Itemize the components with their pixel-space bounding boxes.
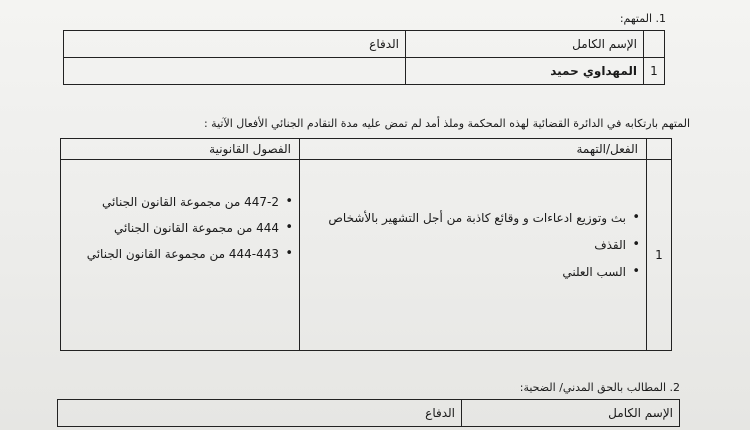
header-charge: الفعل/التهمة bbox=[300, 139, 647, 160]
list-item: • السب العلني bbox=[306, 260, 640, 284]
legal-articles-cell bbox=[61, 160, 300, 351]
list-item: • بث وتوزيع ادعاءات و وقائع كاذبة من أجل التشهير بالأشخاص bbox=[306, 206, 640, 230]
row-number: 1 bbox=[644, 58, 665, 85]
charges-cell bbox=[300, 160, 647, 351]
accused-name: المهداوي حميد bbox=[406, 58, 644, 85]
header-legal-articles: الفصول القانونية bbox=[61, 139, 300, 160]
charges-table bbox=[60, 138, 672, 351]
list-item: • 447-2 من مجموعة القانون الجنائي bbox=[67, 190, 293, 214]
accused-defense bbox=[64, 58, 406, 85]
list-item: • القذف bbox=[306, 233, 640, 257]
row-number: 1 bbox=[647, 160, 672, 351]
accused-table bbox=[63, 30, 665, 85]
legal-articles-list bbox=[67, 160, 293, 266]
table-row bbox=[61, 160, 672, 351]
list-item: • 444-443 من مجموعة القانون الجنائي bbox=[67, 242, 293, 266]
charges-table-header bbox=[61, 139, 672, 160]
section-civil-party-title: 2. المطالب بالحق المدني/ الضحية: bbox=[519, 381, 680, 394]
header-defense: الدفاع bbox=[64, 31, 406, 58]
section-accused-title: 1. المتهم: bbox=[619, 12, 666, 25]
list-item: • 444 من مجموعة القانون الجنائي bbox=[67, 216, 293, 240]
civil-party-table bbox=[57, 399, 680, 427]
header-number-cell bbox=[647, 139, 672, 160]
civil-party-table-header bbox=[58, 400, 680, 427]
charges-intro-text: المتهم بارتكابه في الدائرة القضائية لهذه المحكمة وملذ أمد لم تمض عليه مدة التقادم الجنائي الأفعال الآتية : bbox=[203, 117, 690, 130]
header-defense: الدفاع bbox=[58, 400, 462, 427]
accused-table-header bbox=[64, 31, 665, 58]
charges-list bbox=[306, 160, 640, 284]
header-number-cell bbox=[644, 31, 665, 58]
header-full-name: الإسم الكامل bbox=[406, 31, 644, 58]
table-row bbox=[64, 58, 665, 85]
header-full-name: الإسم الكامل bbox=[462, 400, 680, 427]
